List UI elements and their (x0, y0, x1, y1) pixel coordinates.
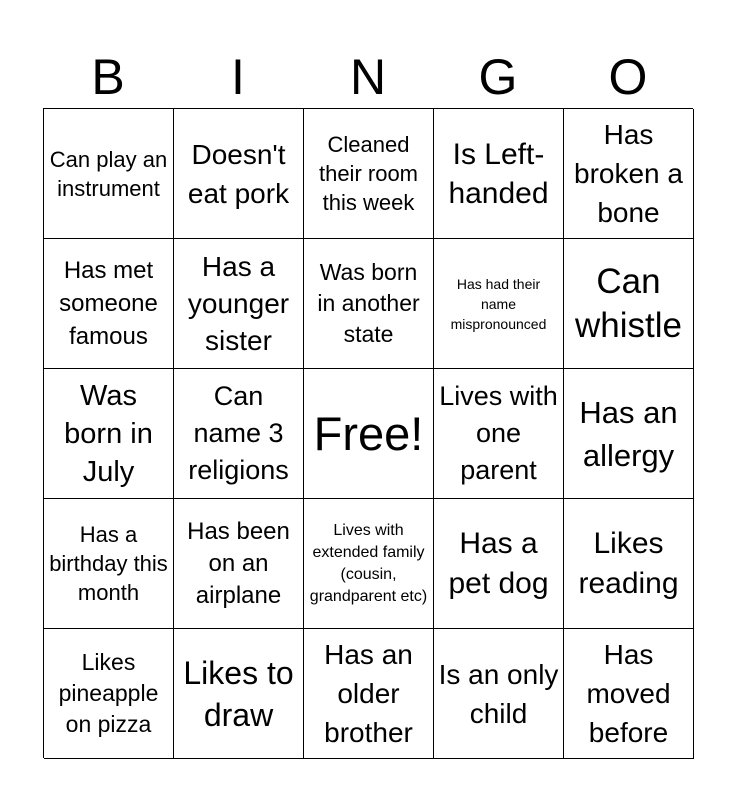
bingo-cell[interactable] (304, 629, 434, 759)
bingo-cell[interactable] (44, 629, 174, 759)
bingo-cell[interactable] (564, 239, 694, 369)
bingo-cell[interactable] (174, 239, 304, 369)
header-letter-i: I (231, 49, 245, 105)
bingo-cell[interactable] (174, 499, 304, 629)
bingo-cell[interactable] (304, 109, 434, 239)
cell-text: Has a younger sister (187, 251, 290, 356)
bingo-cell[interactable] (44, 109, 174, 239)
bingo-cell[interactable] (564, 499, 694, 629)
bingo-cell[interactable] (564, 109, 694, 239)
cell-text: Has an older brother (324, 639, 413, 748)
cell-text: Doesn't eat pork (187, 138, 290, 209)
cell-text: Has broken a bone (574, 119, 683, 228)
cell-text: Has met someone famous (59, 257, 158, 350)
cell-text: Is an only child (438, 658, 559, 729)
cell-text: Can play an instrument (49, 146, 168, 201)
cell-text: Can name 3 religions (188, 381, 289, 485)
bingo-cell[interactable] (174, 369, 304, 499)
free-space-text: Free! (313, 406, 424, 460)
cell-text: Likes reading (578, 526, 679, 600)
cell-text: Cleaned their room this week (318, 132, 419, 215)
bingo-cell[interactable] (434, 629, 564, 759)
cell-text: Has a pet dog (448, 526, 549, 600)
cell-text: Lives with extended family (cousin, grandparent etc) (309, 521, 428, 605)
header-letter-n: N (349, 49, 387, 105)
cell-text: Was born in another state (317, 259, 420, 347)
cell-text: Has an allergy (579, 394, 678, 473)
bingo-cell[interactable] (44, 499, 174, 629)
bingo-cell[interactable] (44, 239, 174, 369)
bingo-cell[interactable] (174, 109, 304, 239)
cell-text: Is Left-handed (448, 137, 549, 210)
cell-text: Likes pineapple on pizza (58, 649, 159, 737)
bingo-cell[interactable] (434, 369, 564, 499)
cell-text: Has moved before (586, 639, 671, 748)
bingo-cell[interactable] (304, 499, 434, 629)
bingo-cell[interactable] (174, 629, 304, 759)
header-letter-g: G (478, 49, 518, 105)
free-space[interactable] (304, 369, 434, 499)
bingo-header (43, 46, 693, 108)
bingo-cell[interactable] (564, 629, 694, 759)
cell-text: Was born in July (64, 379, 153, 488)
bingo-cell[interactable] (44, 369, 174, 499)
bingo-cell[interactable] (434, 499, 564, 629)
header-letter-b: B (91, 49, 125, 105)
header-letter-o: O (608, 49, 648, 105)
cell-text: Has a birthday this month (49, 522, 168, 605)
cell-text: Likes to draw (183, 654, 294, 733)
bingo-cell[interactable] (564, 369, 694, 499)
cell-text: Can whistle (575, 261, 682, 345)
bingo-cell[interactable] (434, 109, 564, 239)
cell-text: Lives with one parent (439, 381, 558, 485)
bingo-grid (43, 108, 693, 758)
bingo-cell[interactable] (434, 239, 564, 369)
cell-text: Has had their name mispronounced (450, 275, 547, 332)
cell-text: Has been on an airplane (187, 517, 290, 609)
bingo-cell[interactable] (304, 239, 434, 369)
